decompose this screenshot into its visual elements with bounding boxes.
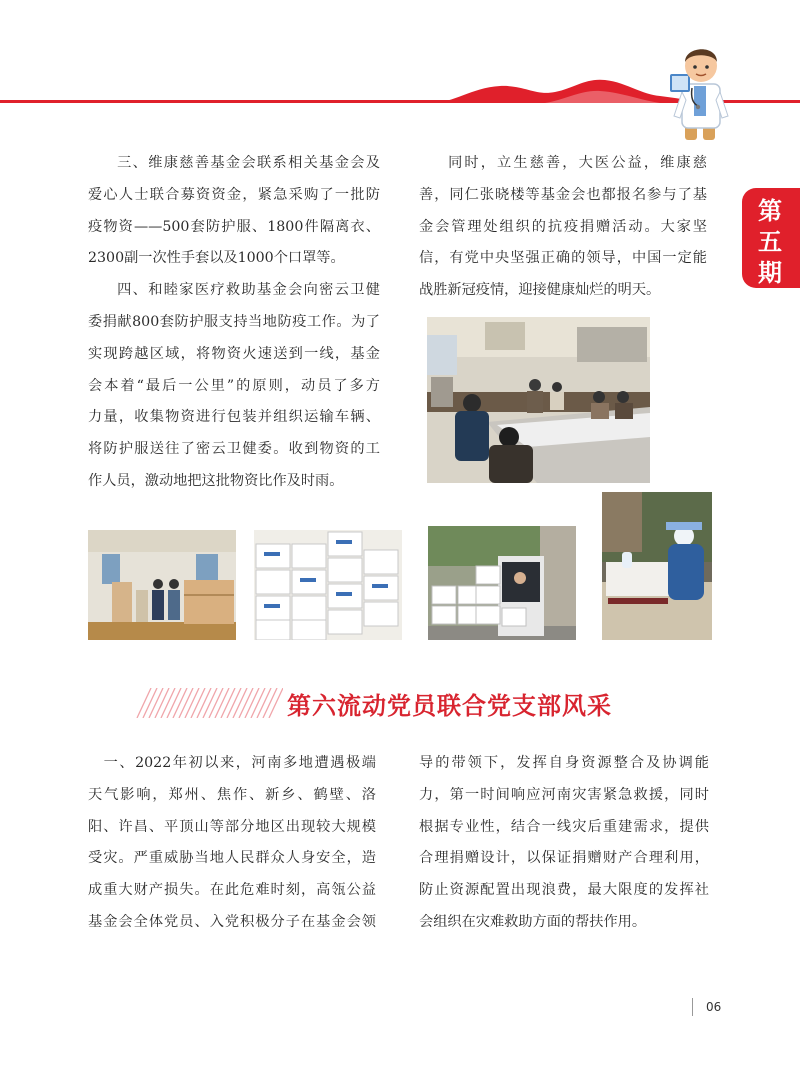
text-line: 疫物资——500套防护服、1800件隔离衣、	[88, 218, 380, 235]
page-number: 06	[706, 1000, 722, 1014]
text-line: 力，第一时间响应河南灾害紧急救援，同时	[419, 786, 709, 803]
text-line: 善，同仁张晓楼等基金会也都报名参与了基	[419, 186, 707, 203]
text-line: 实现跨越区域，将物资火速送到一线，基金	[88, 345, 380, 362]
text-line: 成重大财产损失。在此危难时刻，高瓴公益	[88, 882, 376, 899]
text-line: 阳、许昌、平顶山等部分地区出现较大规模	[88, 818, 376, 835]
page-number-divider	[692, 998, 693, 1016]
text-line: 同时，立生慈善，大医公益，维康慈	[448, 155, 707, 171]
text-line: 天气影响，郑州、焦作、新乡、鹤壁、洛	[88, 786, 376, 803]
meeting-room-photo	[427, 317, 650, 483]
text-line: 基金会全体党员、入党积极分子在基金会领	[88, 913, 376, 930]
issue-char-3: 期	[758, 259, 782, 287]
text-line: 作人员，激动地把这批物资比作及时雨。	[88, 472, 344, 489]
text-column-right-bottom	[419, 748, 709, 939]
text-line: 会本着“最后一公里”的原则，动员了多方	[88, 377, 380, 394]
text-line: 爱心人士联合募资资金，紧急采购了一批防	[88, 186, 380, 203]
text-line: 合理捐赠设计，以保证捐赠财产合理利用，	[419, 850, 709, 867]
text-line: 力量，收集物资进行包装并组织运输车辆、	[88, 409, 380, 426]
issue-char-1: 第	[758, 197, 782, 225]
text-line: 四、和睦家医疗救助基金会向密云卫健	[117, 282, 380, 299]
text-line: 导的带领下，发挥自身资源整合及协调能	[419, 755, 709, 771]
text-line: 受灾。严重威胁当地人民群众人身安全，造	[88, 850, 376, 867]
text-line: 根据专业性，结合一线灾后重建需求，提供	[419, 818, 709, 835]
title-stripe-decoration	[135, 688, 283, 718]
text-line: 委捐献800套防护服支持当地防疫工作。为了	[88, 313, 380, 330]
text-line: 三、维康慈善基金会联系相关基金会及	[117, 155, 380, 171]
text-line: 战胜新冠疫情，迎接健康灿烂的明天。	[419, 282, 661, 299]
text-column-left-bottom	[88, 748, 376, 939]
section-title: 第六流动党员联合党支部风采	[287, 692, 612, 720]
text-column-left-top	[88, 148, 380, 498]
van-unloading-photo	[428, 526, 576, 640]
text-line: 一、2022年初以来，河南多地遭遇极端	[103, 755, 376, 771]
text-line: 2300副一次性手套以及1000个口罩等。	[88, 250, 345, 267]
gym-donation-photo	[88, 530, 236, 640]
text-line: 将防护服送往了密云卫健委。收到物资的工	[88, 441, 380, 458]
text-line: 金会管理处组织的抗疫捐赠活动。大家坚	[419, 218, 707, 235]
issue-char-2: 五	[758, 228, 782, 256]
text-line: 会组织在灾难救助方面的帮扶作用。	[419, 913, 647, 930]
stacked-boxes-photo	[254, 530, 402, 640]
doctor-mascot-illustration	[668, 30, 734, 142]
text-line: 信，有党中央坚强正确的领导，中国一定能	[419, 250, 707, 267]
outdoor-checkpoint-photo	[602, 492, 712, 640]
issue-tab	[742, 188, 800, 288]
text-column-right-top	[419, 148, 707, 307]
text-line: 防止资源配置出现浪费，最大限度的发挥社	[419, 882, 709, 899]
